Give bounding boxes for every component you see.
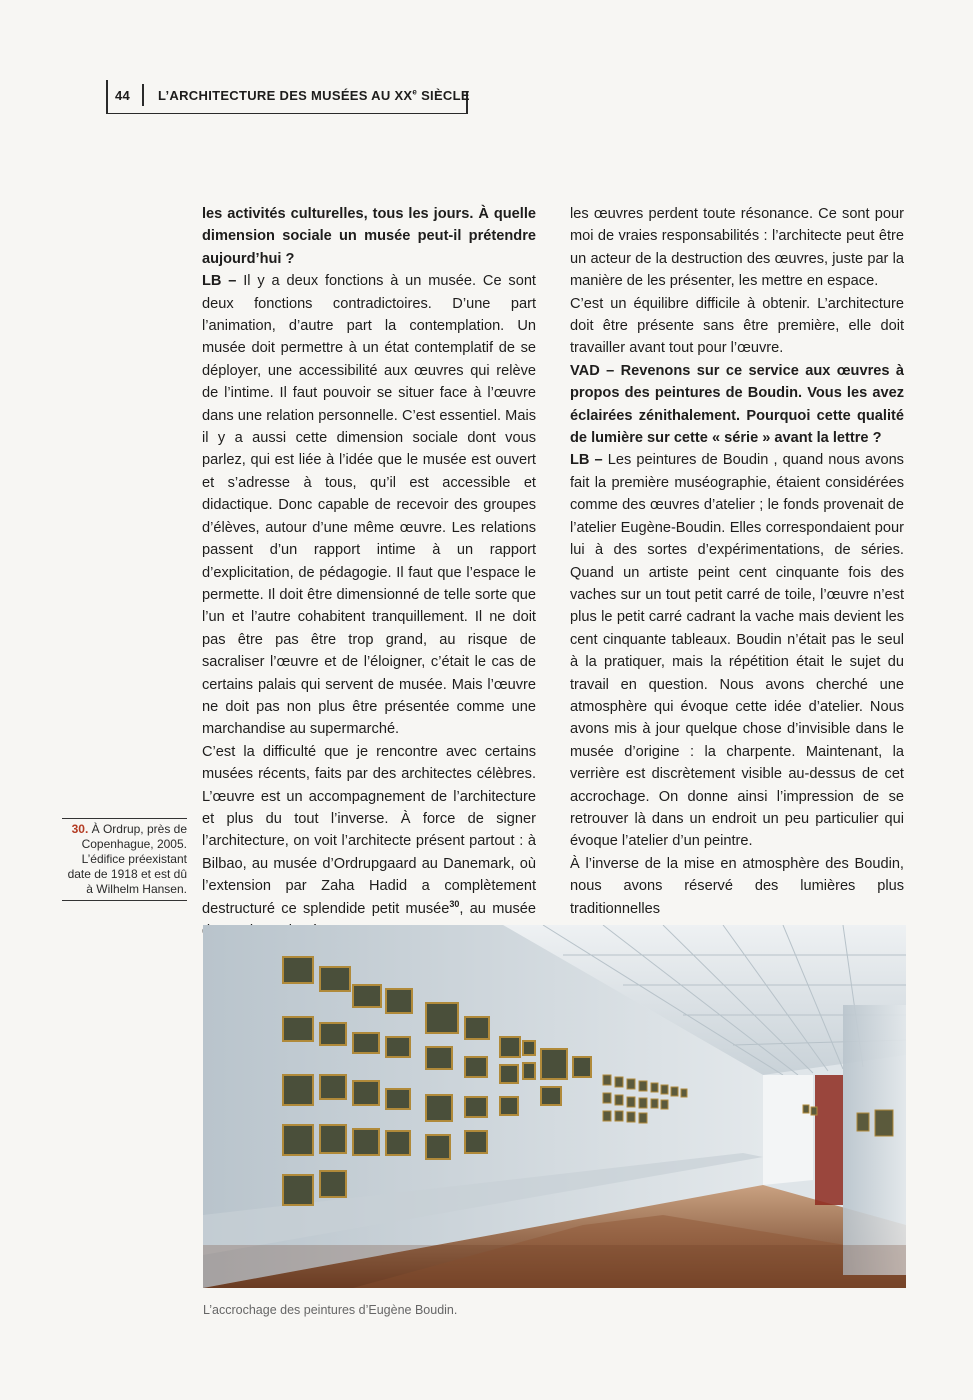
gallery-photo — [203, 925, 906, 1288]
running-title-end: SIÈCLE — [417, 88, 470, 103]
answer-paragraph — [202, 270, 536, 741]
header-rule-divider — [142, 84, 144, 106]
figure-caption: L’accrochage des peintures d’Eugène Boudin. — [203, 1303, 458, 1317]
speaker-label: LB – — [570, 452, 608, 469]
body-paragraph: C’est un équilibre difficile à obtenir. L’architecture doit être présente sans être première, elle doit travailler avant tout pour l’œuvre. — [570, 295, 904, 357]
body-paragraph: À l’inverse de la mise en atmosphère des Boudin, nous avons réservé des lumières plus traditionnelles — [570, 855, 904, 917]
answer-paragraph — [570, 449, 904, 852]
running-title — [158, 88, 470, 103]
body-text: C’est la difficulté que je rencontre avec certains musées récents, faits par des architectes célèbres. L’œuvre est un accompagnement de l’architecture et plus du tout l’inverse. À force de signer l’architecture, on voit l’architecte présent partout : à Bilbao, au musée d’Ordrupgaard au Danemark, où l’extension par Zaha Hadid a complètement destructuré ce splendide petit musée — [202, 743, 536, 917]
body-paragraph: les œuvres perdent toute résonance. Ce sont pour moi de vraies responsabilités : l’architecte peut être un acteur de la destruction des œuvres, juste par la manière de les présenter, les mettre en espace. — [570, 206, 904, 290]
body-paragraph — [202, 741, 536, 943]
interview-question: les activités culturelles, tous les jours. À quelle dimension sociale un musée peut-il prétendre aujourd’hui ? — [202, 206, 536, 267]
left-column — [202, 203, 536, 942]
right-column — [570, 203, 904, 920]
body-text-end: , au musée — [459, 900, 536, 917]
sidenote — [62, 818, 187, 901]
answer-text: Les peintures de Boudin , quand nous avons fait la première muséographie, étaient considérées comme des œuvres d’atelier ; le fonds provenait de l’atelier Eugène-Boudin. Elles correspondaient pour lui à des sortes d’expérimentations, de séries. Quand un artiste peint cent cinquante fois des vaches sur un tout petit carré de toile, l’œuvre n’est plus le petit carré cadrant la vache mais devient les cent cinquante tableaux. Boudin n’était pas le seul à la pratiquer, mais la répétition était le sujet du travail en question. Nous avons cherché une atmosphère qui évoque cette idée d’atelier. Nous avons mis à jour quelque chose d’invisible dans le musée d’origine : la charpente. Maintenant, la verrière est discrètement visible au-dessus de cet accrochage. On donne ainsi l’impression de se retrouver là dans un endroit un peu particulier qui évoque l’atelier d’un peintre. — [570, 452, 904, 850]
running-title-sup: e — [412, 87, 418, 97]
interview-question: VAD – Revenons sur ce service aux œuvres à propos des peintures de Boudin. Vous les avez éclairées zénithalement. Pourquoi cette qualité de lumière sur cette « série » avant la lettre ? — [570, 362, 904, 447]
sidenote-text: À Ordrup, près de Copenhague, 2005. L’édifice préexistant date de 1918 et est dû à Wilhelm Hansen. — [67, 822, 187, 896]
running-title-text: L’ARCHITECTURE DES MUSÉES AU XX — [158, 88, 413, 103]
sidenote-number: 30. — [71, 822, 89, 836]
running-header — [106, 80, 468, 114]
gallery-illustration — [203, 925, 906, 1288]
answer-text: Il y a deux fonctions à un musée. Ce sont deux fonctions contradictoires. D’une part l’animation, d’autre part la contemplation. Un musée doit permettre à un état contemplatif de se déployer, une accessibilité aux œuvres qui relève de l’intime. Il faut pouvoir se situer face à l’œuvre dans une relation personnelle. C’est essentiel. Mais il y a aussi cette dimension sociale dont vous parlez, qui est liée à l’idée que le musée est ouvert et s’adresse à tous, qu’il est accessible et didactique. Donc capable de recevoir des groupes d’élèves, autour d’une même œuvre. Les relations passent d’un rapport intime à un rapport d’explicitation, de pédagogie. Il faut que l’espace le permette. Il doit être dimensionné de telle sorte que l’un et l’autre cohabitent tranquillement. Il ne doit pas être pas être trop grand, au risque de sacraliser l’œuvre et de l’éloigner, c’était le cas de certains palais qui servent de musée. Mais l’œuvre ne doit pas non plus être présentée comme une marchandise au supermarché. — [202, 273, 536, 738]
speaker-label: LB – — [202, 273, 244, 290]
header-rule-bottom — [106, 113, 468, 115]
footnote-reference: 30 — [449, 898, 460, 909]
page-number: 44 — [115, 88, 131, 103]
header-rule-left — [106, 80, 108, 114]
